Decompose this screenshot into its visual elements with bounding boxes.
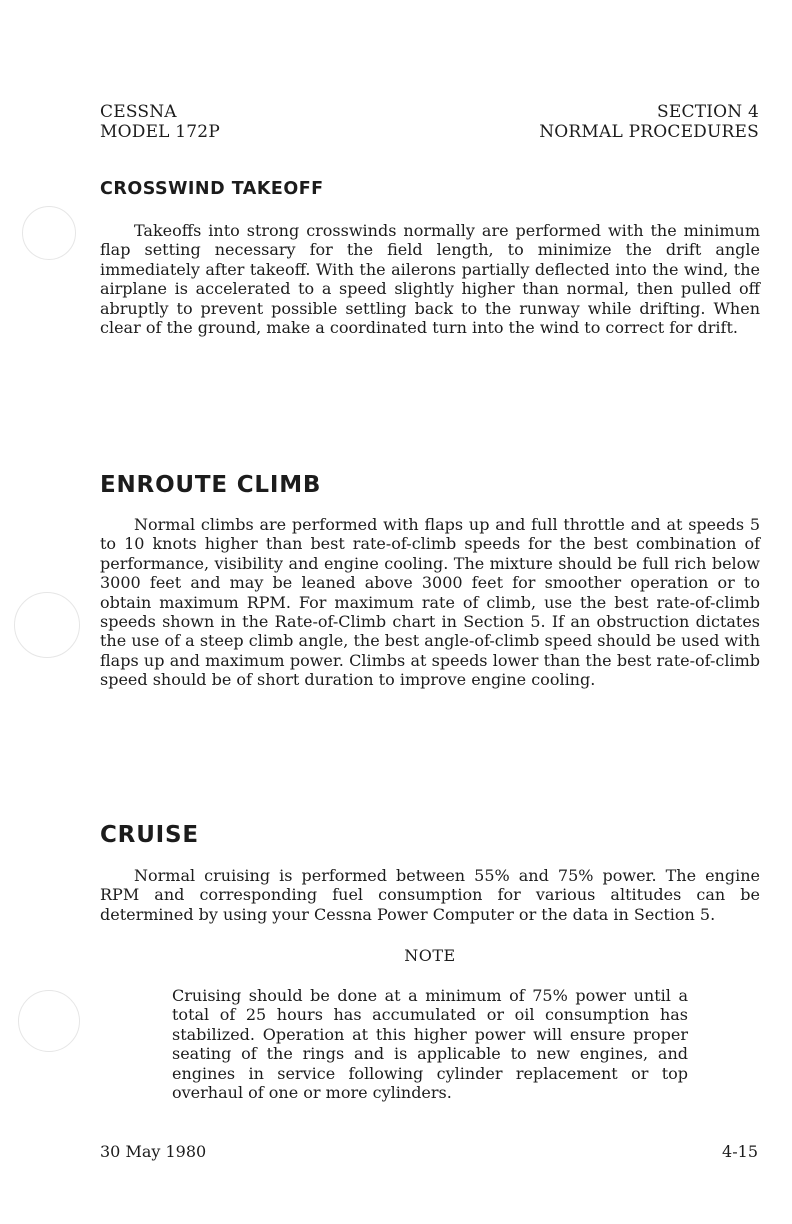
note-title: NOTE <box>404 946 456 965</box>
enroute-climb-heading: ENROUTE CLIMB <box>100 472 322 498</box>
header-right <box>539 102 759 142</box>
header-model: MODEL 172P <box>100 122 220 142</box>
crosswind-takeoff-heading: CROSSWIND TAKEOFF <box>100 179 324 199</box>
header-section-title: NORMAL PROCEDURES <box>539 122 759 142</box>
footer-page-number: 4-15 <box>722 1142 758 1161</box>
cruise-paragraph: Normal cruising is performed between 55% and 75% power. The engine RPM and corresponding fuel consumption for various altitudes can be determined by using your Cessna Power Computer or the data in Section 5. <box>100 866 760 924</box>
note-body: Cruising should be done at a minimum of 75% power until a total of 25 hours has accumulated or oil consumption has stabilized. Operation at this higher power will ensure proper seating of the rings and is applicable to new engines, and engines in service following cylinder replacement or top overhaul of one or more cylinders. <box>172 986 688 1103</box>
crosswind-takeoff-paragraph: Takeoffs into strong crosswinds normally are performed with the minimum flap setting necessary for the field length, to minimize the drift angle immediately after takeoff. With the ailerons partially deflected into the wind, the airplane is accelerated to a speed slightly higher than normal, then pulled off abruptly to prevent possible settling back to the runway while drifting. When clear of the ground, make a coordinated turn into the wind to correct for drift. <box>100 221 760 338</box>
hole-punch-mark-top <box>22 206 76 260</box>
hole-punch-mark-middle <box>14 592 80 658</box>
header-left <box>100 102 220 142</box>
footer-date: 30 May 1980 <box>100 1142 207 1161</box>
hole-punch-mark-bottom <box>18 990 80 1052</box>
header-manufacturer: CESSNA <box>100 102 177 122</box>
cruise-heading: CRUISE <box>100 822 199 848</box>
header-section-number: SECTION 4 <box>657 102 759 122</box>
enroute-climb-paragraph: Normal climbs are performed with flaps up and full throttle and at speeds 5 to 10 knots higher than best rate-of-climb speeds for the best combination of performance, visibility and engine cooling. The mixture should be full rich below 3000 feet and may be leaned above 3000 feet for smoother operation or to obtain maximum RPM. For maximum rate of climb, use the best rate-of-climb speeds shown in the Rate-of-Climb chart in Section 5. If an obstruction dictates the use of a steep climb angle, the best angle-of-climb speed should be used with flaps up and maximum power. Climbs at speeds lower than the best rate-of-climb speed should be of short duration to improve engine cooling. <box>100 515 760 690</box>
